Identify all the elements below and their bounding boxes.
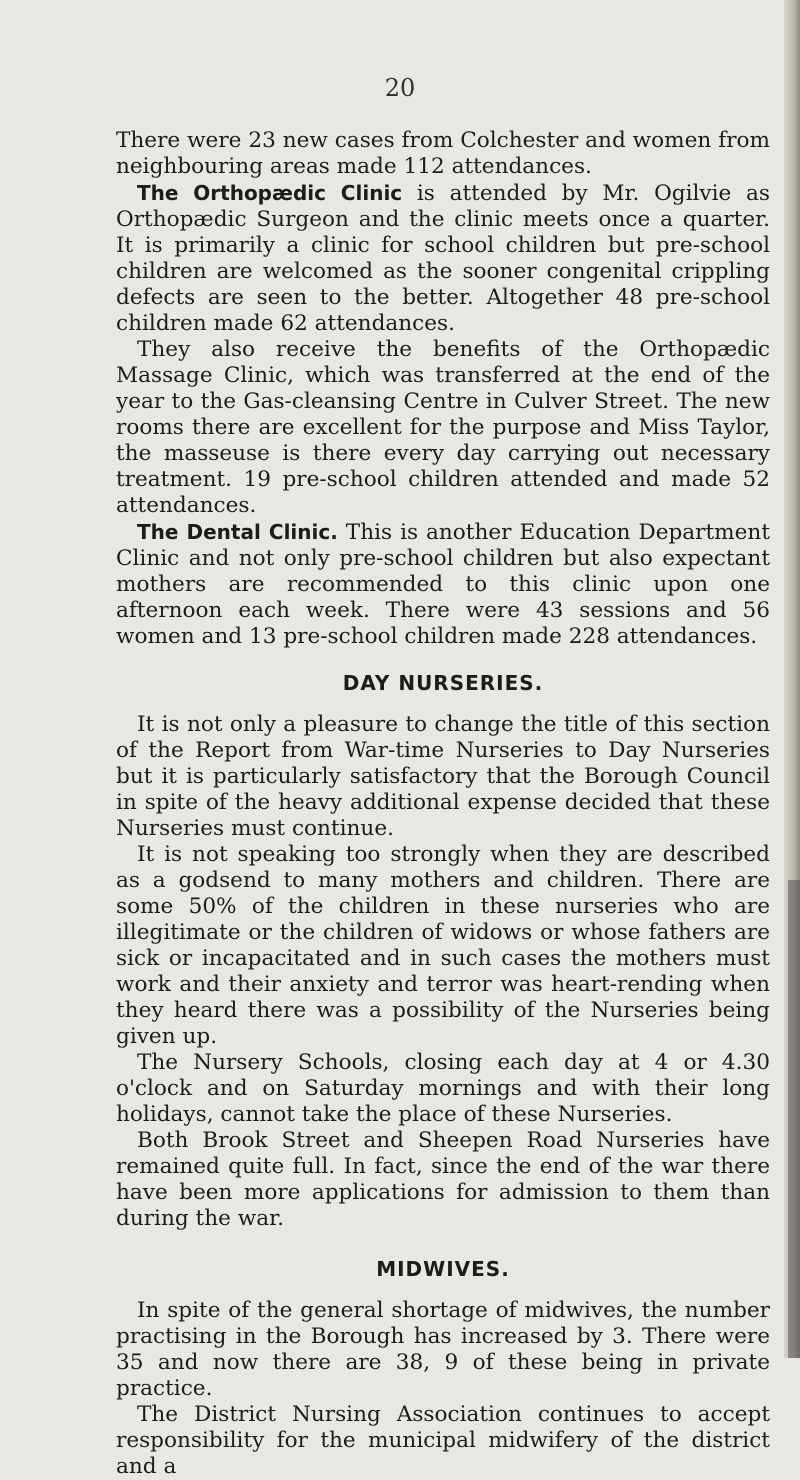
paragraph-midwives-1: In spite of the general shortage of midwives, the number practising in the Borough has increased by 3. There were 35 and now there are 38, 9 of these being in private practice. — [116, 1298, 770, 1401]
paragraph-nurseries-3: The Nursery Schools, closing each day at 4 or 4.30 o'clock and on Saturday mornings and with their long holidays, cannot take the place of these Nurseries. — [116, 1050, 770, 1127]
paragraph-nurseries-1: It is not only a pleasure to change the title of this section of the Report from War-time Nurseries to Day Nurseries but it is particularly satisfactory that the Borough Council in spite of the heavy additional expense decided that these Nurseries must continue. — [116, 712, 770, 841]
section-heading-day-nurseries: DAY NURSERIES. — [342, 671, 544, 695]
paragraph-colchester: There were 23 new cases from Colchester and women from neighbouring areas made 112 attendances. — [116, 128, 770, 179]
paragraph-nurseries-4: Both Brook Street and Sheepen Road Nurseries have remained quite full. In fact, since the end of the war there have been more applications for admission to them than during the war. — [116, 1128, 770, 1231]
orthopaedic-clinic-heading: The Orthopædic Clinic — [137, 181, 403, 205]
section-heading-midwives: MIDWIVES. — [376, 1257, 510, 1281]
dental-clinic-text: This is another Education Department Clinic and not only pre-school children but also expectant mothers are recommended to this clinic upon one afternoon each week. There were 43 sessions and 56 women and 13 pre-school children made 228 attendances. — [116, 520, 771, 649]
page-number: 20 — [384, 74, 416, 102]
scan-binding-shadow — [788, 880, 800, 1358]
page-body — [116, 128, 770, 1480]
paragraph-midwives-2: The District Nursing Association continues to accept responsibility for the municipal midwifery of the district and a — [116, 1402, 770, 1479]
paragraph-dental-clinic — [116, 519, 770, 650]
paragraph-nurseries-2: It is not speaking too strongly when they are described as a godsend to many mothers and children. There are some 50% of the children in these nurseries who are illegitimate or the children of widows or whose fathers are sick or incapacitated and in such cases the mothers must work and their anxiety and terror was heart-rending when they heard there was a possibility of the Nurseries being given up. — [116, 842, 770, 1049]
orthopaedic-clinic-text: is attended by Mr. Ogilvie as Orthopædic Surgeon and the clinic meets once a quarter. It is primarily a clinic for school children but pre-school children are welcomed as the sooner congenital crippling defects are seen to the better. Altogether 48 pre-school children made 62 attendances. — [116, 181, 770, 336]
paragraph-massage-clinic: They also receive the benefits of the Orthopædic Massage Clinic, which was transferred at the end of the year to the Gas-cleansing Centre in Culver Street. The new rooms there are excellent for the purpose and Miss Taylor, the masseuse is there every day carrying out necessary treatment. 19 pre-school children attended and made 52 attendances. — [116, 337, 770, 518]
paragraph-orthopaedic-clinic — [116, 180, 770, 337]
dental-clinic-heading: The Dental Clinic. — [137, 520, 338, 544]
